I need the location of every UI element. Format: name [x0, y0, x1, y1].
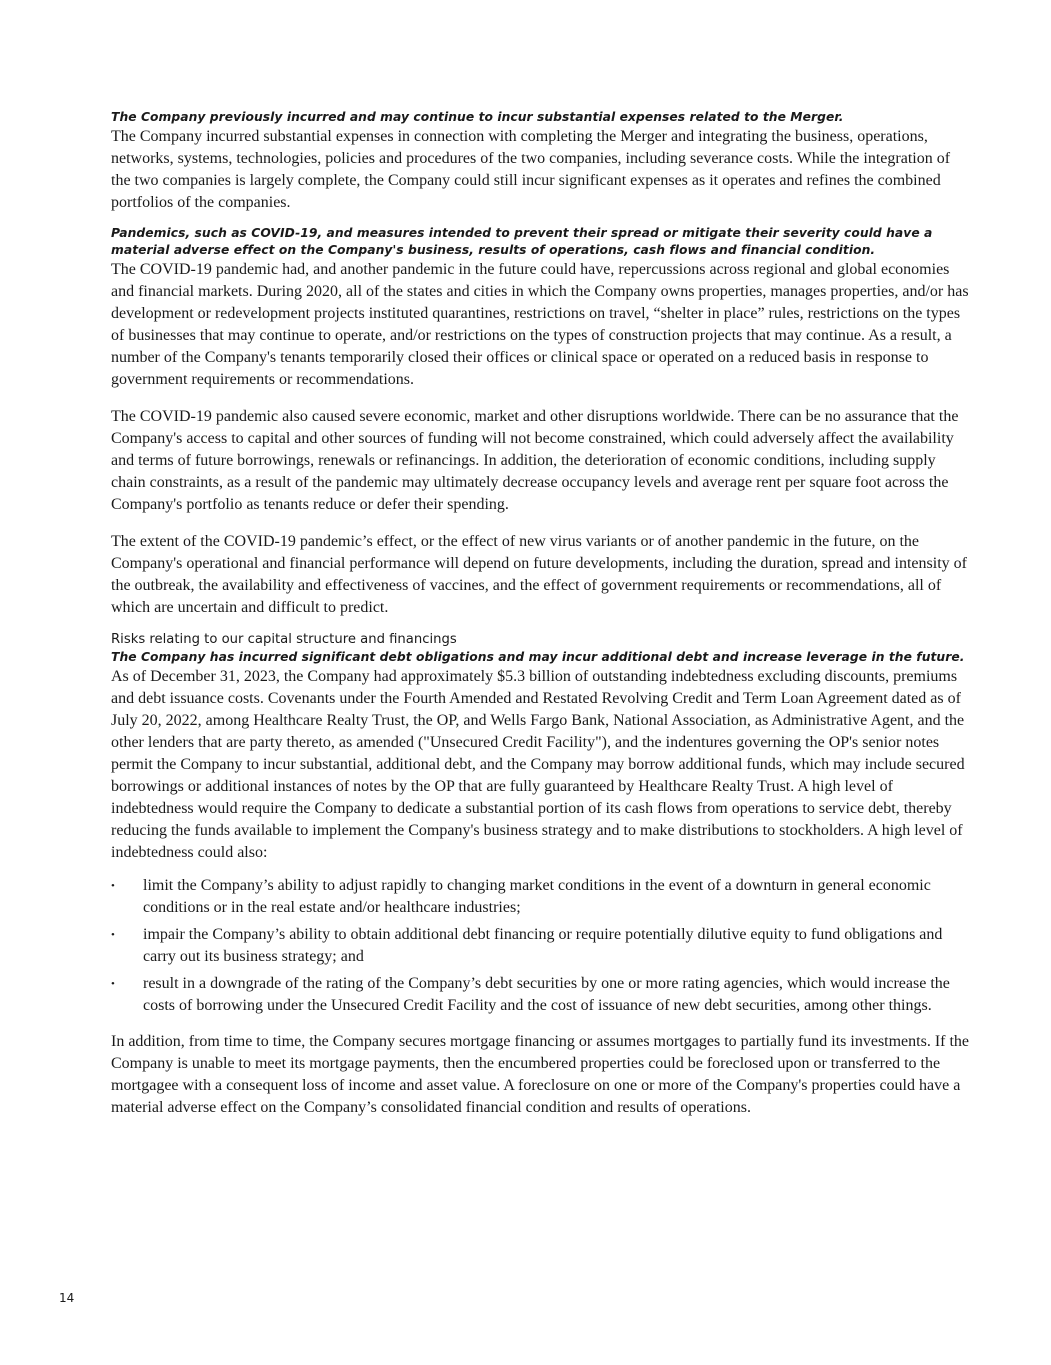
bullet-icon: • — [111, 929, 115, 941]
merger-risk-heading: The Company previously incurred and may continue to incur substantial expenses related to the Merger. — [111, 110, 844, 124]
list-item — [111, 924, 971, 968]
debt-risk-heading: The Company has incurred significant debt obligations and may incur additional debt and increase leverage in the future. — [111, 650, 965, 664]
debt-risk-bullet-list — [111, 875, 971, 1017]
page-number: 14 — [59, 1291, 75, 1305]
pandemic-paragraph-2: The COVID-19 pandemic also caused severe economic, market and other disruptions worldwide. There can be no assurance that the Company's access to capital and other sources of funding will not become constrained, which could adversely affect the availability and terms of future borrowings, renewals or refinancings. In addition, the deterioration of economic conditions, including supply chain constraints, as a result of the pandemic may ultimately decrease occupancy levels and average rent per square foot across the Company's portfolio as tenants reduce or defer their spending. — [111, 408, 959, 513]
page-content — [111, 109, 971, 1119]
pandemic-risk-heading: Pandemics, such as COVID-19, and measures intended to prevent their spread or mitigate their severity could have a material adverse effect on the Company's business, results of operations, cash flows and financial condition. — [111, 226, 933, 257]
list-item — [111, 973, 971, 1017]
bullet-icon: • — [111, 978, 115, 990]
bullet-text: impair the Company’s ability to obtain additional debt financing or require potentially dilutive equity to fund obligations and carry out its business strategy; and — [143, 926, 943, 965]
list-item — [111, 875, 971, 919]
bullet-text: limit the Company’s ability to adjust rapidly to changing market conditions in the event of a downturn in general economic conditions or in the real estate and/or healthcare industries; — [143, 877, 931, 916]
pandemic-paragraph-3: The extent of the COVID-19 pandemic’s effect, or the effect of new virus variants or of another pandemic in the future, on the Company's operational and financial performance will depend on future developments, including the duration, spread and intensity of the outbreak, the availability and effectiveness of vaccines, and the effect of government requirements or recommendations, all of which are uncertain and difficult to predict. — [111, 533, 967, 616]
debt-intro-paragraph: As of December 31, 2023, the Company had approximately $5.3 billion of outstanding indebtedness excluding discounts, premiums and debt issuance costs. Covenants under the Fourth Amended and Restated Revolving Credit and Term Loan Agreement dated as of July 20, 2022, among Healthcare Realty Trust, the OP, and Wells Fargo Bank, National Association, as Administrative Agent, and the other lenders that are party thereto, as amended ("Unsecured Credit Facility"), and the indentures governing the OP's senior notes permit the Company to incur substantial, additional debt, and the Company may borrow additional funds, which may include secured borrowings or additional instances of notes by the OP that are fully guaranteed by Healthcare Realty Trust. A high level of indebtedness would require the Company to dedicate a substantial portion of its cash flows from operations to service debt, thereby reducing the funds available to implement the Company's business strategy and to make distributions to stockholders. A high level of indebtedness could also: — [111, 668, 965, 861]
capital-section-heading: Risks relating to our capital structure and financings — [111, 632, 457, 647]
bullet-icon: • — [111, 880, 115, 892]
merger-paragraph: The Company incurred substantial expenses in connection with completing the Merger and integrating the business, operations, networks, systems, technologies, policies and procedures of the two companies, including severance costs. While the integration of the two companies is largely complete, the Company could still incur significant expenses as it operates and refines the combined portfolios of the companies. — [111, 128, 951, 211]
bullet-text: result in a downgrade of the rating of the Company’s debt securities by one or more rating agencies, which would increase the costs of borrowing under the Unsecured Credit Facility and the cost of issuance of new debt securities, among other things. — [143, 975, 950, 1014]
pandemic-paragraph-1: The COVID-19 pandemic had, and another pandemic in the future could have, repercussions across regional and global economies and financial markets. During 2020, all of the states and cities in which the Company owns properties, manages properties, and/or has development or redevelopment projects instituted quarantines, restrictions on travel, “shelter in place” rules, restrictions on the types of businesses that may continue to operate, and/or restrictions on the types of construction projects that may continue. As a result, a number of the Company's tenants temporarily closed their offices or clinical space or operated on a reduced basis in response to government requirements or recommendations. — [111, 261, 969, 388]
mortgage-paragraph: In addition, from time to time, the Company secures mortgage financing or assumes mortgages to partially fund its investments. If the Company is unable to meet its mortgage payments, then the encumbered properties could be foreclosed upon or transferred to the mortgagee with a consequent loss of income and asset value. A foreclosure on one or more of the Company's properties could have a material adverse effect on the Company’s consolidated financial condition and results of operations. — [111, 1033, 970, 1116]
